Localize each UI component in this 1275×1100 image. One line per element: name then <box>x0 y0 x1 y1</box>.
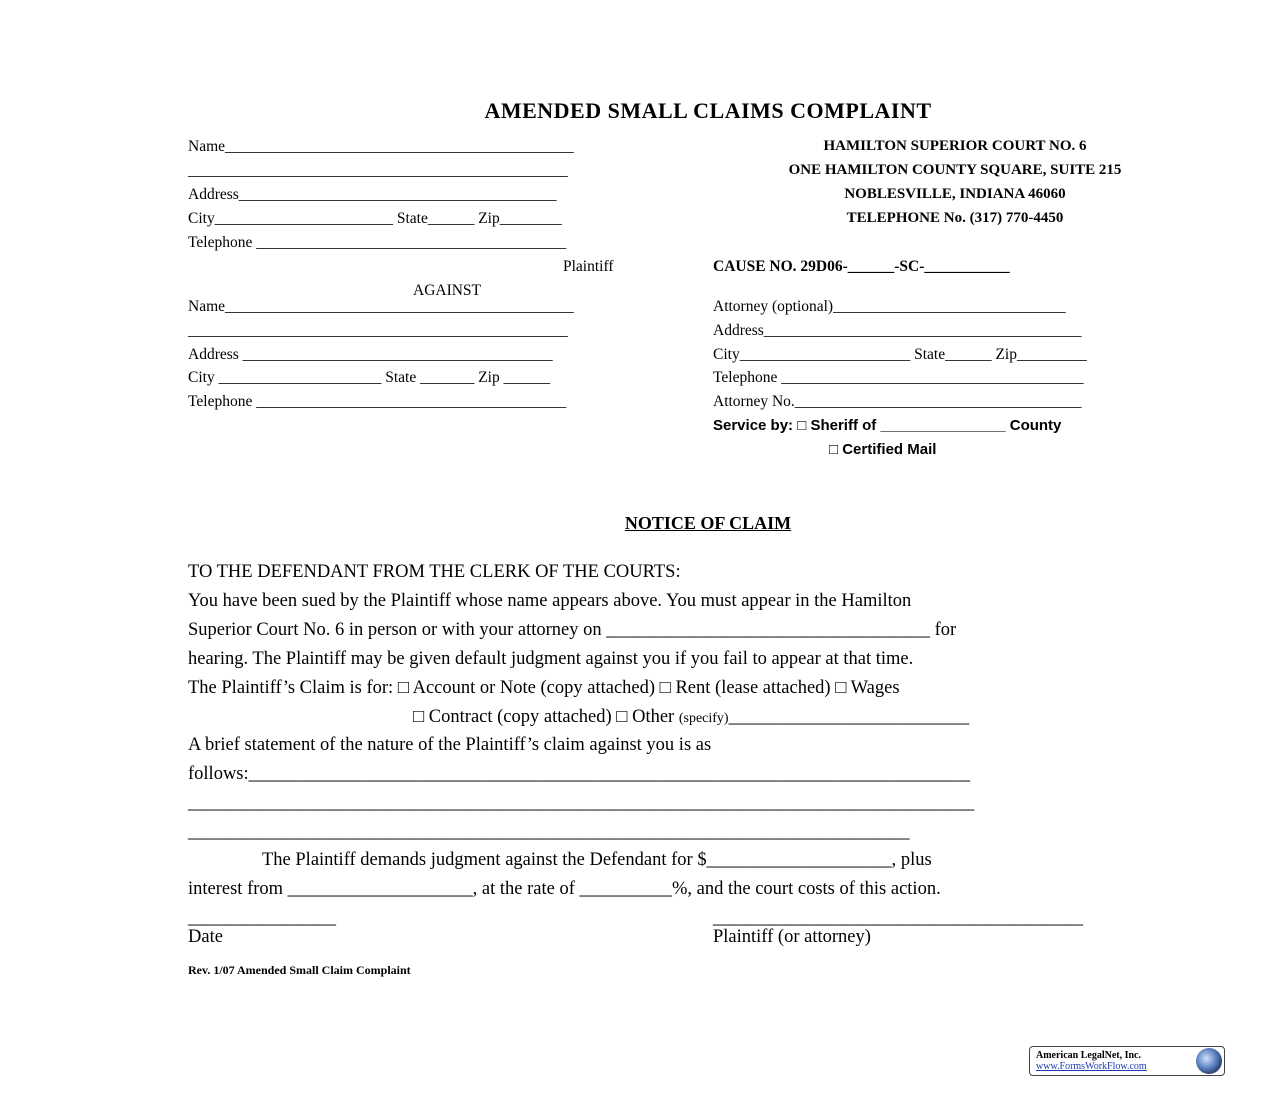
service-sheriff-checkbox[interactable]: Service by: □ Sheriff of _______________ County <box>713 417 1062 434</box>
cause-number-field[interactable]: CAUSE NO. 29D06-______-SC-___________ <box>713 258 1010 275</box>
date-signature-line[interactable]: ________________ <box>188 908 336 928</box>
claim-type-checkboxes[interactable]: The Plaintiff’s Claim is for: □ Account or Note (copy attached) □ Rent (lease attached) □ Wages <box>188 678 900 698</box>
revision-footer: Rev. 1/07 Amended Small Claim Complaint <box>188 963 411 977</box>
attorney-number-field[interactable]: Attorney No._____________________________________ <box>713 393 1082 410</box>
plaintiff-city-state-zip-field[interactable]: City_______________________ State______ Zip________ <box>188 210 562 227</box>
defendant-telephone-field[interactable]: Telephone ________________________________________ <box>188 393 567 410</box>
other-specify-field[interactable]: __________________________ <box>728 707 970 727</box>
against-label: AGAINST <box>413 282 482 299</box>
body-line: A brief statement of the nature of the Plaintiff’s claim against you is as <box>188 735 712 755</box>
specify-label: (specify) <box>678 711 729 726</box>
plaintiff-label: Plaintiff <box>563 258 614 275</box>
court-name: HAMILTON SUPERIOR COURT NO. 6 <box>823 138 1087 154</box>
page-title: AMENDED SMALL CLAIMS COMPLAINT <box>484 98 932 123</box>
attorney-name-field[interactable]: Attorney (optional)______________________________ <box>713 298 1066 315</box>
logo-company: American LegalNet, Inc. <box>1036 1050 1141 1061</box>
body-line: You have been sued by the Plaintiff whose name appears above. You must appear in the Hamilton <box>188 591 912 611</box>
globe-icon <box>1196 1048 1222 1074</box>
judgment-amount-field[interactable]: The Plaintiff demands judgment against the Defendant for $____________________, plus <box>262 850 932 870</box>
claim-statement-line3[interactable]: ______________________________________________________________________________ <box>188 822 910 842</box>
plaintiff-signature-line[interactable]: ________________________________________ <box>713 908 1083 928</box>
plaintiff-address-field[interactable]: Address_________________________________________ <box>188 186 557 203</box>
logo-url-link[interactable]: www.FormsWorkFlow.com <box>1036 1061 1147 1072</box>
claim-statement-field[interactable]: follows:______________________________________________________________________________ <box>188 764 971 784</box>
attorney-address-field[interactable]: Address_________________________________________ <box>713 322 1082 339</box>
body-to-line: TO THE DEFENDANT FROM THE CLERK OF THE COURTS: <box>188 562 681 582</box>
claim-statement-line2[interactable]: _____________________________________________________________________________________ <box>188 793 975 813</box>
body-line: hearing. The Plaintiff may be given default judgment against you if you fail to appear at that time. <box>188 649 914 669</box>
interest-rate-field[interactable]: interest from ____________________, at the rate of __________%, and the court costs of this action. <box>188 879 941 899</box>
plaintiff-telephone-field[interactable]: Telephone ________________________________________ <box>188 234 567 251</box>
hearing-date-field[interactable]: Superior Court No. 6 in person or with your attorney on ___________________________________ for <box>188 620 957 640</box>
court-address: ONE HAMILTON COUNTY SQUARE, SUITE 215 <box>788 162 1122 178</box>
notice-heading: NOTICE OF CLAIM <box>624 513 792 533</box>
attorney-telephone-field[interactable]: Telephone _______________________________________ <box>713 369 1084 386</box>
defendant-name-line2[interactable]: _________________________________________________ <box>188 322 568 339</box>
plaintiff-signature-label: Plaintiff (or attorney) <box>713 927 871 947</box>
court-city: NOBLESVILLE, INDIANA 46060 <box>844 186 1066 202</box>
defendant-city-state-zip-field[interactable]: City _____________________ State _______ Zip ______ <box>188 369 551 386</box>
date-label: Date <box>188 927 223 947</box>
service-certified-mail-checkbox[interactable]: □ Certified Mail <box>829 441 937 458</box>
claim-type-options[interactable]: □ Contract (copy attached) □ Other <box>413 707 675 727</box>
plaintiff-name-line2[interactable]: _________________________________________________ <box>188 162 568 179</box>
american-legalnet-logo[interactable] <box>1029 1046 1225 1076</box>
claim-type-other-checkboxes[interactable] <box>413 707 969 728</box>
attorney-city-state-zip-field[interactable]: City______________________ State______ Zip_________ <box>713 346 1087 363</box>
defendant-name-field[interactable]: Name_____________________________________________ <box>188 298 574 315</box>
court-telephone: TELEPHONE No. (317) 770-4450 <box>846 210 1064 226</box>
defendant-address-field[interactable]: Address ________________________________________ <box>188 346 553 363</box>
plaintiff-name-field[interactable]: Name_____________________________________________ <box>188 138 574 155</box>
